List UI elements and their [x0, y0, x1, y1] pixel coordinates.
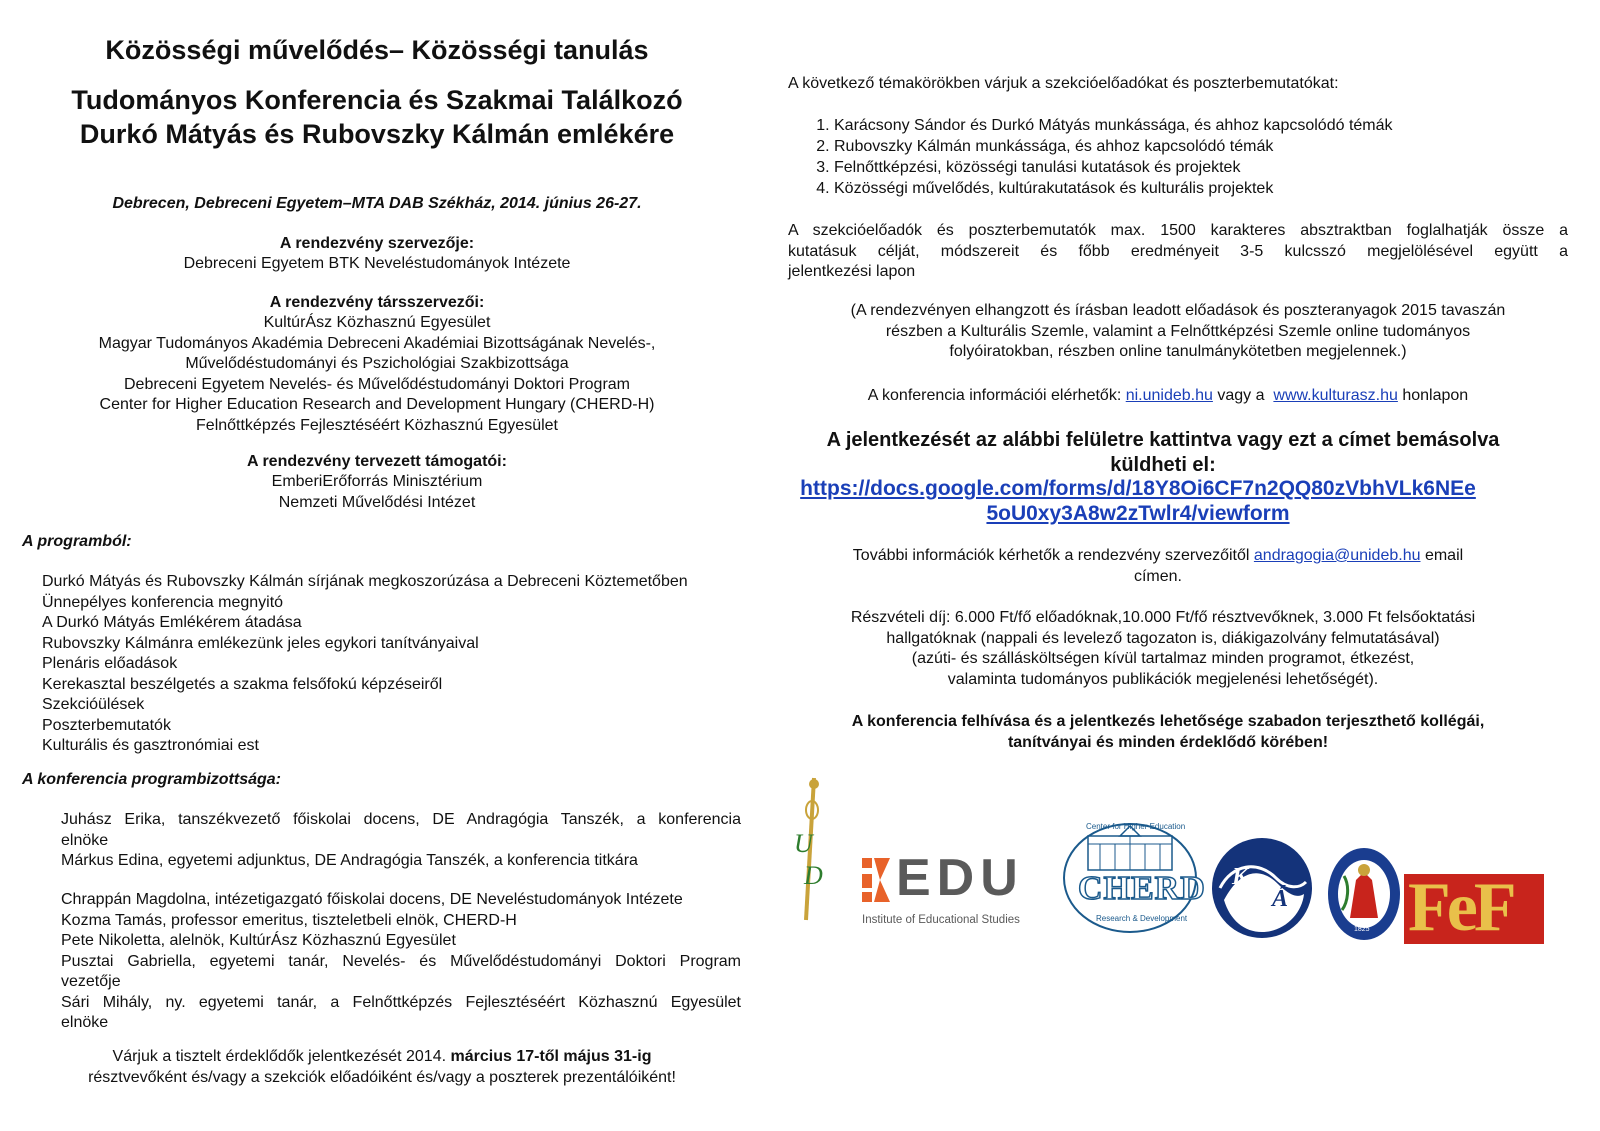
committee-member: Sári Mihály, ny. egyetemi tanár, a Felnőttképzés Fejlesztéséért Közhasznú Egyesület: [61, 993, 741, 1011]
supporters-heading: A rendezvény tervezett támogatói:: [247, 453, 507, 470]
edu-logo-subtitle: Institute of Educational Studies: [862, 914, 1020, 926]
svg-text:D: D: [804, 861, 823, 890]
kulturasz-k: K: [1232, 864, 1249, 890]
topics-intro: A következő témakörökben várjuk a szekcióelőadókat és poszterbemutatókat:: [788, 75, 1339, 92]
title-line-3: Durkó Mátyás és Rubovszky Kálmán emlékére: [79, 119, 675, 149]
organizer-heading: A rendezvény szervezője:: [279, 235, 475, 252]
publication-line: (A rendezvényen elhangzott és írásban leadott előadások és poszteranyagok 2015 tavaszán: [850, 302, 1506, 319]
program-list: [42, 572, 762, 757]
deadline-line-1: [22, 1047, 742, 1068]
committee-member: Pusztai Gabriella, egyetemi tanár, Nevelés- és Művelődéstudományi Doktori Program: [61, 952, 741, 970]
committee-member-cont: elnöke: [61, 1014, 109, 1031]
info-line: [788, 386, 1548, 407]
form-url: [788, 476, 1488, 526]
contact-text: email: [1424, 547, 1464, 564]
topic-item: 3. Felnőttképzési, közösségi tanulási kutatások és projektek: [834, 157, 1548, 178]
program-item: Plenáris előadások: [42, 655, 178, 672]
fee-line: Részvételi díj: 6.000 Ft/fő előadóknak,10.000 Ft/fő résztvevőknek, 3.000 Ft felsőoktatási: [850, 609, 1476, 626]
coorganizer: Magyar Tudományos Akadémia Debreceni Akadémiai Bizottságának Nevelés-,: [98, 334, 656, 352]
fee-paragraph: [788, 608, 1538, 690]
fee-line: (azúti- és szállásköltségen kívül tartalmaz minden programot, étkezést,: [911, 650, 1415, 667]
apply-line: A jelentkezését az alábbi felületre kattintva vagy ezt a címet bemásolva: [826, 429, 1500, 451]
kulturasz-a: Á: [1272, 886, 1289, 912]
apply-line: küldheti el:: [1110, 454, 1216, 476]
fee-line: hallgatóknak (nappali és levelező tagozaton is, diákigazolvány felmutatásával): [886, 629, 1440, 647]
edu-logo-text: EDU: [896, 849, 1024, 907]
info-text: vagy a: [1217, 387, 1265, 404]
organizer-name: Debreceni Egyetem BTK Neveléstudományok Intézete: [183, 255, 571, 272]
cherd-ring-top: Center for Higher Education: [1086, 822, 1186, 831]
program-item: Durkó Mátyás és Rubovszky Kálmán sírjának megkoszorúzása a Debreceni Köztemetőben: [42, 573, 688, 590]
program-item: Poszterbemutatók: [42, 716, 171, 734]
topic-item: 4. Közösségi művelődés, kultúrakutatások és kulturális projektek: [834, 178, 1548, 199]
committee-member: Márkus Edina, egyetemi adjunktus, DE Andragógia Tanszék, a konferencia titkára: [61, 852, 638, 869]
deadline-text: Várjuk a tisztelt érdeklődők jelentkezését 2014.: [112, 1048, 447, 1065]
form-url-link-cont[interactable]: 5oU0xy3A8w2zTwlr4/viewform: [986, 502, 1290, 525]
mta-seal-logo: [1326, 846, 1402, 942]
coorganizer: KultúrÁsz Közhasznú Egyesület: [263, 314, 491, 331]
supporters-list: [22, 472, 732, 513]
committee-member-cont: vezetője: [61, 973, 121, 990]
share-line: tanítványai és minden érdeklődő körében!: [1007, 733, 1329, 751]
info-text: honlapon: [1402, 387, 1469, 404]
title-line-1: Közösségi művelődés– Közösségi tanulás: [105, 35, 649, 65]
abstract-line: A szekcióelőadók és poszterbemutatók max. 1500 karakteres absztraktban foglalhatják össze a: [788, 222, 1568, 239]
program-item: Szekcióülések: [42, 696, 145, 713]
kulturasz-logo: [1210, 836, 1314, 940]
supporter: EmberiErőforrás Minisztérium: [271, 473, 483, 490]
committee-group-1: [61, 810, 741, 872]
coorganizer: Művelődéstudományi és Pszichológiai Szakbizottsága: [185, 355, 569, 372]
cherd-ring-bottom: Research & Development: [1096, 914, 1188, 923]
mta-seal-year: 1825: [1354, 926, 1370, 933]
share-paragraph: [788, 712, 1548, 753]
committee-member: Juhász Erika, tanszékvezető főiskolai docens, DE Andragógia Tanszék, a konferencia: [61, 811, 741, 828]
coorganizers-list: [22, 313, 732, 436]
program-item: Kerekasztal beszélgetés a szakma felsőfokú képzéseiről: [42, 675, 443, 693]
publication-line: részben a Kulturális Szemle, valamint a Felnőttképzési Szemle online tudományos: [885, 322, 1471, 340]
program-heading: A programból:: [22, 533, 132, 550]
abstract-line: jelentkezési lapon: [788, 263, 916, 280]
contact-paragraph: [788, 546, 1528, 587]
apply-heading: [788, 428, 1538, 478]
program-item: A Durkó Mátyás Emlékérem átadása: [42, 614, 302, 631]
committee-heading: A konferencia programbizottsága:: [22, 771, 282, 788]
unideb-link[interactable]: ni.unideb.hu: [1125, 387, 1213, 404]
committee-member: Pete Nikoletta, alelnök, KultúrÁsz Közhasznú Egyesület: [61, 932, 456, 949]
title-line-2: Tudományos Konferencia és Szakmai Találkozó: [71, 85, 683, 115]
program-item: Kulturális és gasztronómiai est: [42, 737, 259, 754]
coorganizer: Center for Higher Education Research and Development Hungary (CHERD-H): [99, 396, 655, 413]
ud-logo: [790, 774, 830, 924]
program-item: Rubovszky Kálmánra emlékezünk jeles egykori tanítványaival: [42, 634, 479, 652]
abstract-paragraph: [788, 221, 1568, 283]
publication-paragraph: [788, 301, 1568, 363]
coorganizer: Debreceni Egyetem Nevelés- és Művelődéstudományi Doktori Program: [124, 375, 630, 393]
contact-line-2: címen.: [1133, 567, 1182, 585]
publication-line: folyóiratokban, részben online tanulmánykötetben megjelennek.): [949, 343, 1407, 360]
coorganizers-heading: A rendezvény társszervezői:: [269, 294, 485, 311]
contact-email-link[interactable]: andragogia@unideb.hu: [1253, 547, 1421, 564]
kulturasz-link[interactable]: www.kulturasz.hu: [1273, 387, 1398, 404]
cherd-logo: [1060, 818, 1206, 936]
topic-item: 2. Rubovszky Kálmán munkássága, és ahhoz kapcsolódó témák: [834, 136, 1548, 157]
form-url-link[interactable]: https://docs.google.com/forms/d/18Y8Oi6CF7n2QQ80zVbhVLk6NEe: [800, 477, 1476, 500]
cherd-logo-text: CHERD: [1078, 870, 1206, 907]
topics-list: [788, 115, 1548, 199]
share-line: A konferencia felhívása és a jelentkezés lehetősége szabadon terjeszthető kollégái,: [851, 713, 1485, 730]
fee-line: valaminta tudományos publikációk megjelenési lehetőségét).: [947, 670, 1379, 688]
topic-item: 1. Karácsony Sándor és Durkó Mátyás munkássága, és ahhoz kapcsolódó témák: [834, 115, 1548, 136]
fef-logo-text: FeF: [1408, 874, 1513, 944]
abstract-line: kutatásuk célját, módszereit és főbb eredményeit 3-5 kulcsszó megjelölésével együtt a: [788, 242, 1568, 260]
committee-member: Chrappán Magdolna, intézetigazgató főiskolai docens, DE Neveléstudományok Intézete: [61, 891, 683, 908]
coorganizer: Felnőttképzés Fejlesztéséért Közhasznú Egyesület: [196, 416, 558, 434]
edu-logo: [860, 849, 1040, 932]
committee-member-cont: elnöke: [61, 831, 109, 849]
fef-logo: [1404, 874, 1544, 944]
svg-text:U: U: [794, 829, 813, 858]
committee-member: Kozma Tamás, professor emeritus, tiszteletbeli elnök, CHERD-H: [61, 911, 517, 929]
program-item: Ünnepélyes konferencia megnyitó: [42, 593, 284, 611]
deadline-line-2: résztvevőként és/vagy a szekciók előadóiként és/vagy a poszterek prezentálóiként!: [88, 1069, 676, 1086]
info-text: A konferencia információi elérhetők:: [867, 387, 1122, 404]
committee-group-2: [61, 890, 741, 1034]
venue-date: Debrecen, Debreceni Egyetem–MTA DAB Székház, 2014. június 26-27.: [112, 195, 642, 212]
supporter: Nemzeti Művelődési Intézet: [278, 493, 476, 511]
contact-text: További információk kérhetők a rendezvény szervezőitől: [852, 547, 1250, 564]
deadline-dates: március 17-től május 31-ig: [450, 1048, 652, 1065]
